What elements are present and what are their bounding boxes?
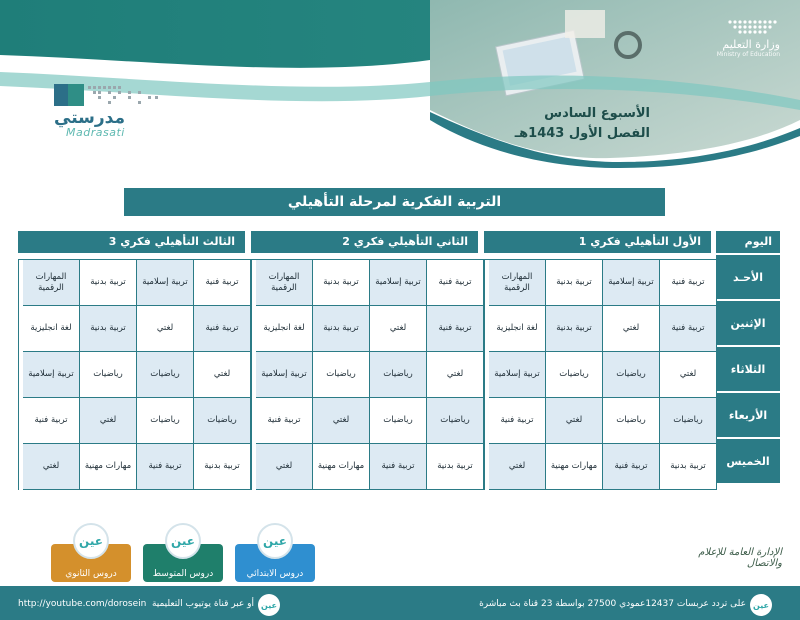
day-label: الإثنين xyxy=(716,301,780,345)
period-cell: تربية بدنية xyxy=(313,306,370,352)
schedule-row xyxy=(252,352,484,398)
period-cell: تربية إسلامية xyxy=(489,352,546,398)
primary-lessons-button[interactable]: دروس الابتدائي xyxy=(235,544,315,582)
department-signature: الإدارة العامة للإعلام والاتصال xyxy=(698,547,782,569)
period-cell: المهارات الرقمية xyxy=(489,260,546,306)
madrasati-logo-en: Madrasati xyxy=(66,126,125,139)
period-cell: تربية فنية xyxy=(427,306,484,352)
period-cell: رياضيات xyxy=(313,352,370,398)
period-cell: تربية بدنية xyxy=(80,306,137,352)
ein-footer-logo-icon: عين xyxy=(258,594,280,616)
period-cell: تربية إسلامية xyxy=(256,352,313,398)
period-cell: تربية إسلامية xyxy=(23,352,80,398)
period-cell: لغتي xyxy=(370,306,427,352)
period-cell: تربية فنية xyxy=(660,260,717,306)
period-cell: مهارات مهنية xyxy=(546,444,603,490)
schedule-grid xyxy=(251,259,484,490)
grade-block-3 xyxy=(18,231,245,495)
grade-header: الثالث التأهيلي فكري 3 xyxy=(18,231,245,253)
day-column xyxy=(716,231,780,483)
day-header: اليوم xyxy=(716,231,780,253)
schedule-row xyxy=(19,306,251,352)
period-cell: رياضيات xyxy=(546,352,603,398)
schedule-row xyxy=(485,352,717,398)
youtube-text: أو عبر قناة يوتيوب التعليمية xyxy=(151,599,254,609)
schedule-row xyxy=(485,444,717,490)
satellite-info: على تردد عربسات 12437عمودي 27500 بواسطة 23 قناة بث مباشرة xyxy=(479,599,746,609)
period-cell: لغتي xyxy=(137,306,194,352)
schedule-row xyxy=(485,306,717,352)
period-cell: تربية بدنية xyxy=(660,444,717,490)
period-cell: رياضيات xyxy=(194,398,251,444)
period-cell: لغة انجليزية xyxy=(256,306,313,352)
ministry-name-ar: وزارة التعليم xyxy=(722,38,780,51)
period-cell: تربية بدنية xyxy=(546,306,603,352)
day-label: الخميس xyxy=(716,439,780,483)
period-cell: تربية إسلامية xyxy=(603,260,660,306)
period-cell: رياضيات xyxy=(137,352,194,398)
grade-block-1 xyxy=(484,231,711,495)
period-cell: لغتي xyxy=(194,352,251,398)
period-cell: تربية بدنية xyxy=(194,444,251,490)
schedule-row xyxy=(19,444,251,490)
period-cell: تربية فنية xyxy=(23,398,80,444)
header-banner xyxy=(0,0,800,170)
page-title: التربية الفكرية لمرحلة التأهيلي xyxy=(124,188,665,216)
day-label: الأربعاء xyxy=(716,393,780,437)
week-info xyxy=(500,104,650,144)
period-cell: تربية فنية xyxy=(370,444,427,490)
schedule-row xyxy=(19,398,251,444)
semester-label: الفصل الأول 1443هـ xyxy=(514,126,650,141)
ein-footer-logo-icon: عين xyxy=(750,594,772,616)
period-cell: المهارات الرقمية xyxy=(23,260,80,306)
period-cell: لغتي xyxy=(603,306,660,352)
period-cell: لغتي xyxy=(313,398,370,444)
schedule-grid xyxy=(484,259,717,490)
period-cell: تربية فنية xyxy=(137,444,194,490)
period-cell: تربية فنية xyxy=(489,398,546,444)
period-cell: لغتي xyxy=(256,444,313,490)
schedule-row xyxy=(252,306,484,352)
period-cell: لغة انجليزية xyxy=(23,306,80,352)
week-label: الأسبوع السادس xyxy=(544,106,650,121)
period-cell: لغتي xyxy=(23,444,80,490)
period-cell: تربية فنية xyxy=(194,306,251,352)
schedule-row xyxy=(19,260,251,306)
period-cell: رياضيات xyxy=(603,352,660,398)
period-cell: مهارات مهنية xyxy=(80,444,137,490)
period-cell: تربية فنية xyxy=(194,260,251,306)
period-cell: تربية بدنية xyxy=(427,444,484,490)
period-cell: تربية إسلامية xyxy=(370,260,427,306)
period-cell: تربية بدنية xyxy=(313,260,370,306)
grade-header: الثاني التأهيلي فكري 2 xyxy=(251,231,478,253)
grade-header: الأول التأهيلي فكري 1 xyxy=(484,231,711,253)
period-cell: رياضيات xyxy=(137,398,194,444)
period-cell: تربية فنية xyxy=(427,260,484,306)
period-cell: رياضيات xyxy=(603,398,660,444)
schedule-row xyxy=(485,260,717,306)
day-label: الأحـد xyxy=(716,255,780,299)
intermediate-lessons-button[interactable]: دروس المتوسط xyxy=(143,544,223,582)
period-cell: رياضيات xyxy=(370,352,427,398)
period-cell: لغتي xyxy=(427,352,484,398)
period-cell: رياضيات xyxy=(370,398,427,444)
schedule-row xyxy=(252,398,484,444)
period-cell: لغتي xyxy=(546,398,603,444)
period-cell: تربية بدنية xyxy=(546,260,603,306)
period-cell: مهارات مهنية xyxy=(313,444,370,490)
period-cell: رياضيات xyxy=(80,352,137,398)
schedule-row xyxy=(485,398,717,444)
period-cell: المهارات الرقمية xyxy=(256,260,313,306)
period-cell: رياضيات xyxy=(427,398,484,444)
secondary-lessons-button[interactable]: دروس الثانوي xyxy=(51,544,131,582)
period-cell: رياضيات xyxy=(660,398,717,444)
ein-logo-icon: عين xyxy=(73,523,109,559)
period-cell: لغتي xyxy=(660,352,717,398)
schedule-row xyxy=(19,352,251,398)
period-cell: تربية بدنية xyxy=(80,260,137,306)
schedule-row xyxy=(252,444,484,490)
period-cell: لغة انجليزية xyxy=(489,306,546,352)
period-cell: تربية فنية xyxy=(603,444,660,490)
ministry-name-en: Ministry of Education xyxy=(716,51,780,58)
day-label: الثلاثاء xyxy=(716,347,780,391)
period-cell: تربية إسلامية xyxy=(137,260,194,306)
period-cell: لغتي xyxy=(80,398,137,444)
ministry-logo xyxy=(700,38,780,58)
grade-block-2 xyxy=(251,231,478,495)
youtube-link[interactable]: http://youtube.com/dorosein xyxy=(18,599,147,609)
period-cell: لغتي xyxy=(489,444,546,490)
madrasati-logo-ar: مدرستي xyxy=(54,108,125,128)
ein-logo-icon: عين xyxy=(257,523,293,559)
schedule-grid xyxy=(18,259,251,490)
ein-logo-icon: عين xyxy=(165,523,201,559)
schedule-row xyxy=(252,260,484,306)
period-cell: تربية فنية xyxy=(660,306,717,352)
period-cell: تربية فنية xyxy=(256,398,313,444)
